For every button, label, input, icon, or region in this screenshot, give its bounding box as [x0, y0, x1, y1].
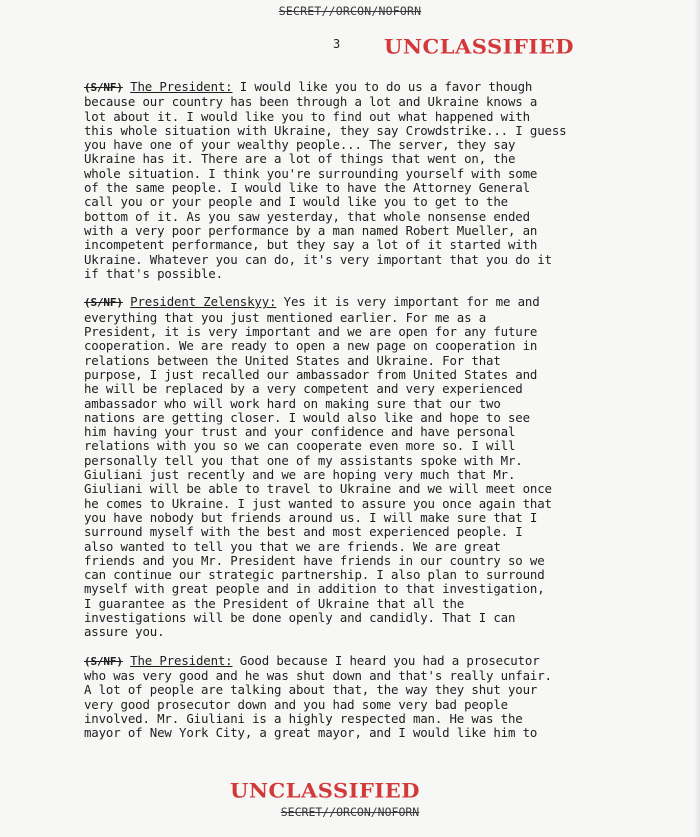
- page-edge-shadow: [694, 0, 700, 837]
- speaker-label: President Zelenskyy:: [130, 294, 277, 310]
- speaker-label: The President:: [130, 652, 233, 668]
- transcript-body: [84, 80, 594, 755]
- paragraph-text: I would like you to do us a favor though because our country has been through a lot and Ukraine knows a lot about it. I would like you to find out what happened with this whole situation with Ukraine, they say Crowdstrike... I guess you have one of your wealthy people... The server, they say Ukraine has it. There are a lot of things that went on, the whole situation. I think you're surrounding yourself with some of the same people. I would like to have the Attorney General call you or your people and I would like you to get to the bottom of it. As you saw yesterday, that whole nonsense ended with a very poor performance by a man named Robert Mueller, an incompetent performance, but they say a lot of it started with Ukraine. Whatever you can do, it's very important that you do it if that's possible.: [84, 79, 567, 281]
- classification-marking: (S/NF): [84, 296, 123, 310]
- paragraph-3: [84, 654, 594, 741]
- paragraph-text: Good because I heard you had a prosecutor who was very good and he was shut down and that's really unfair. A lot of people are talking about that, the way they shut your very good prosecutor down and you had some very bad people involved. Mr. Giuliani is a highly respected man. He was the mayor of New York City, a great mayor, and I would like him to: [84, 652, 552, 741]
- classification-marking: (S/NF): [84, 654, 123, 668]
- unclassified-stamp-bottom: UNCLASSIFIED: [230, 778, 420, 803]
- paragraph-text: Yes it is very important for me and everything that you just mentioned earlier. For me as a President, it is very important and we are open for any future cooperation. We are ready to open a new page on cooperation in relations between the United States and Ukraine. For that purpose, I just recalled our ambassador from United States and he will be replaced by a very competent and very experienced ambassador who will work hard on making sure that our two nations are getting closer. I would also like and hope to see him having your trust and your confidence and have personal relations with you so we can cooperate even more so. I will personally tell you that one of my assistants spoke with Mr. Giuliani just recently and we are hoping very much that Mr. Giuliani will be able to travel to Ukraine and we will meet once he comes to Ukraine. I just wanted to assure you once again that you have nobody but friends around us. I will make sure that I surround myself with the best and most experienced people. I also wanted to tell you that we are friends. We are great friends and you Mr. President have friends in our country so we can continue our strategic partnership. I also plan to surround myself with great people and in addition to that investigation, I guarantee as the President of Ukraine that all the investigations will be done openly and candidly. That I can assure you.: [84, 294, 552, 640]
- classification-marking: (S/NF): [84, 81, 123, 94]
- classification-footer: SECRET//ORCON/NOFORN: [280, 805, 420, 819]
- speaker-label: The President:: [130, 79, 233, 94]
- paragraph-1: [84, 80, 594, 281]
- page-number: 3: [333, 37, 341, 51]
- paragraph-2: [84, 295, 594, 639]
- classification-header: SECRET//ORCON/NOFORN: [278, 4, 422, 18]
- unclassified-stamp-top: UNCLASSIFIED: [384, 34, 574, 59]
